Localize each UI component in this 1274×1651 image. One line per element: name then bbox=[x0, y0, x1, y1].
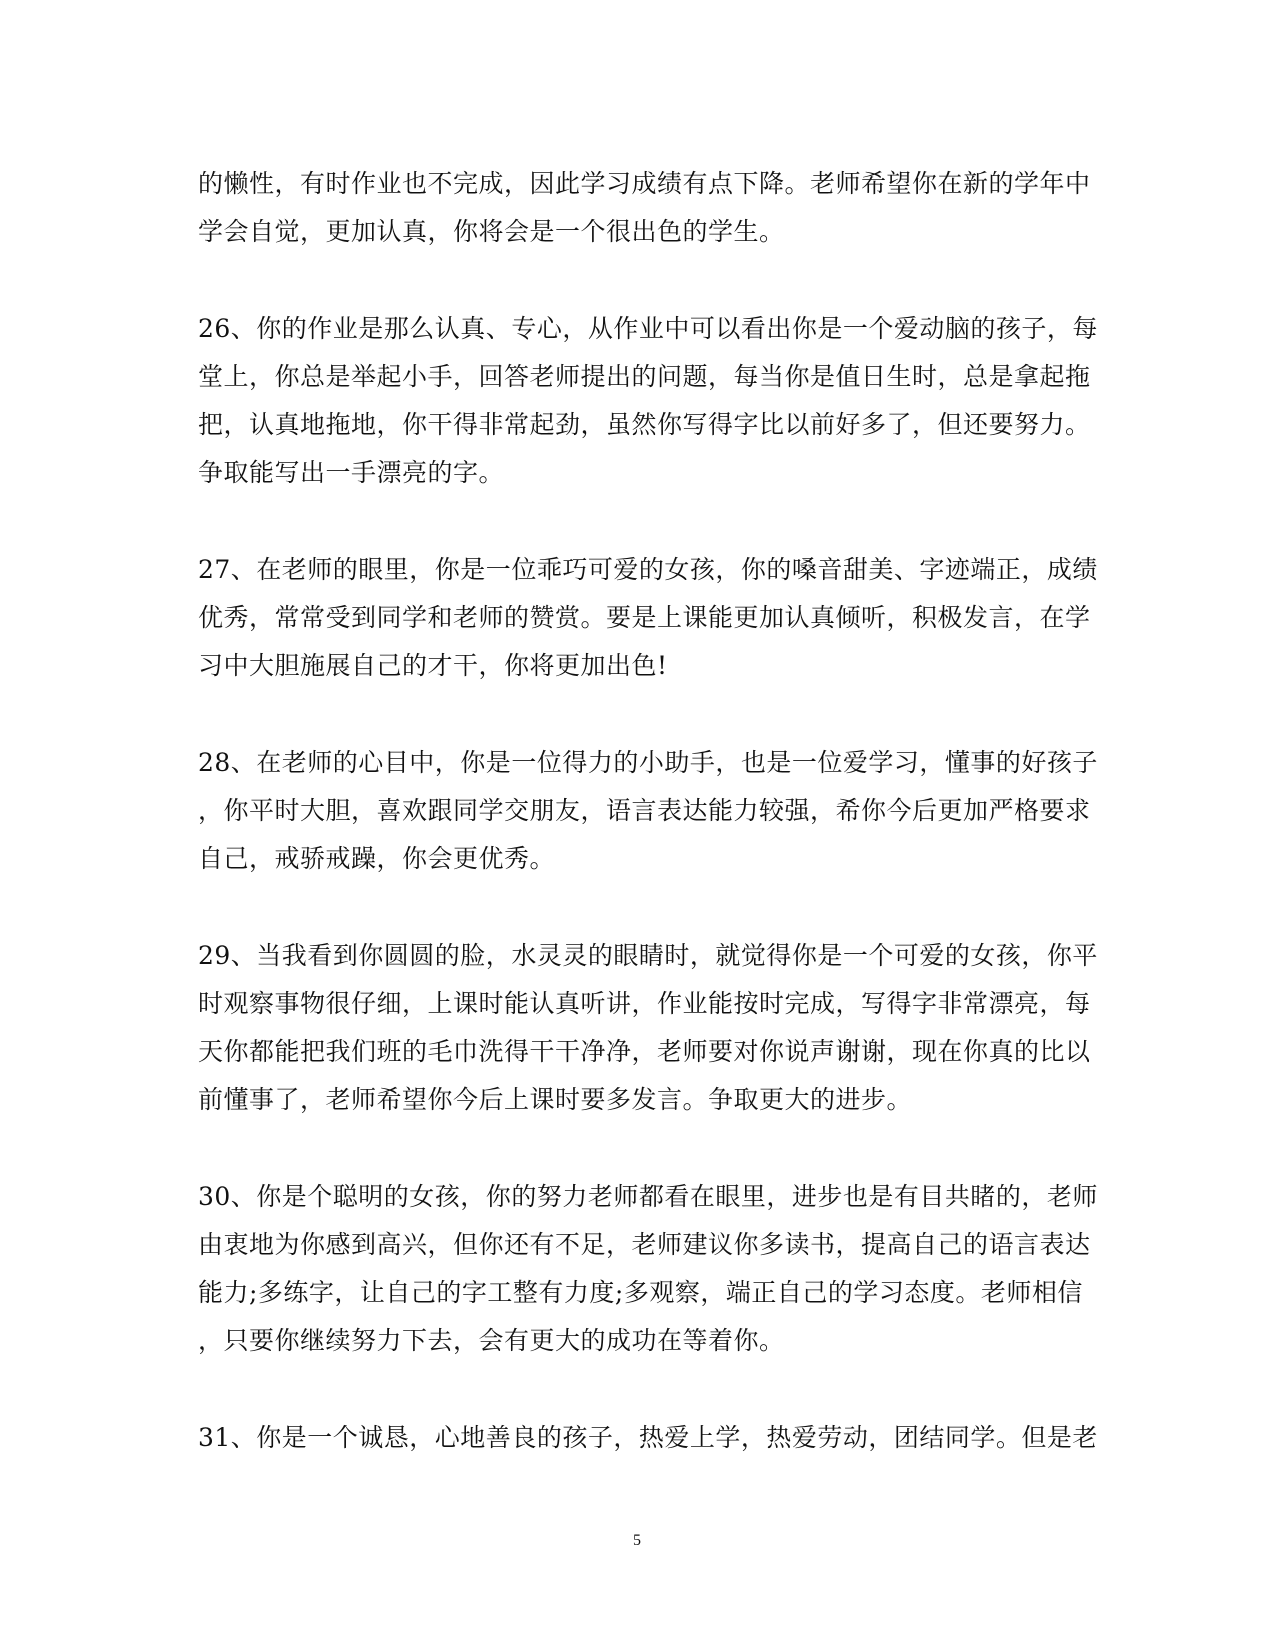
text-line: 31、你是一个诚恳，心地善良的孩子，热爱上学，热爱劳动，团结同学。但是老 bbox=[198, 1423, 1098, 1452]
text-line: 争取能写出一手漂亮的字。 bbox=[198, 458, 505, 487]
paragraph-28 bbox=[198, 739, 1098, 883]
paragraph-continuation bbox=[198, 160, 1091, 256]
document-body bbox=[198, 160, 1098, 1511]
text-line: 自己，戒骄戒躁，你会更优秀。 bbox=[198, 844, 556, 873]
paragraph-29 bbox=[198, 932, 1098, 1124]
text-line: 把，认真地拖地，你干得非常起劲，虽然你写得字比以前好多了，但还要努力。 bbox=[198, 410, 1091, 439]
text-line: 前懂事了，老师希望你今后上课时要多发言。争取更大的进步。 bbox=[198, 1085, 913, 1114]
paragraph-31 bbox=[198, 1414, 1098, 1462]
page-number: 5 bbox=[633, 1532, 641, 1549]
text-line: 优秀，常常受到同学和老师的赞赏。要是上课能更加认真倾听，积极发言，在学 bbox=[198, 603, 1091, 632]
text-line: 26、你的作业是那么认真、专心，从作业中可以看出你是一个爱动脑的孩子，每 bbox=[198, 314, 1098, 343]
text-line: 能力;多练字，让自己的字工整有力度;多观察，端正自己的学习态度。老师相信 bbox=[198, 1278, 1083, 1307]
text-line: ，你平时大胆，喜欢跟同学交朋友，语言表达能力较强，希你今后更加严格要求 bbox=[198, 796, 1091, 825]
text-line: 时观察事物很仔细，上课时能认真听讲，作业能按时完成，写得字非常漂亮，每 bbox=[198, 989, 1091, 1018]
text-line: 学会自觉，更加认真，你将会是一个很出色的学生。 bbox=[198, 217, 785, 246]
text-line: 27、在老师的眼里，你是一位乖巧可爱的女孩，你的嗓音甜美、字迹端正，成绩 bbox=[198, 555, 1098, 584]
text-line: ，只要你继续努力下去，会有更大的成功在等着你。 bbox=[198, 1326, 785, 1355]
paragraph-27 bbox=[198, 546, 1098, 690]
paragraph-30 bbox=[198, 1173, 1098, 1365]
text-line: 习中大胆施展自己的才干，你将更加出色! bbox=[198, 651, 668, 680]
text-line: 29、当我看到你圆圆的脸，水灵灵的眼睛时，就觉得你是一个可爱的女孩，你平 bbox=[198, 941, 1098, 970]
paragraph-26 bbox=[198, 305, 1098, 497]
text-line: 30、你是个聪明的女孩，你的努力老师都看在眼里，进步也是有目共睹的，老师 bbox=[198, 1182, 1098, 1211]
text-line: 的懒性，有时作业也不完成，因此学习成绩有点下降。老师希望你在新的学年中 bbox=[198, 169, 1091, 198]
text-line: 由衷地为你感到高兴，但你还有不足，老师建议你多读书，提高自己的语言表达 bbox=[198, 1230, 1091, 1259]
text-line: 堂上，你总是举起小手，回答老师提出的问题，每当你是值日生时，总是拿起拖 bbox=[198, 362, 1091, 391]
text-line: 天你都能把我们班的毛巾洗得干干净净，老师要对你说声谢谢，现在你真的比以 bbox=[198, 1037, 1091, 1066]
text-line: 28、在老师的心目中，你是一位得力的小助手，也是一位爱学习，懂事的好孩子 bbox=[198, 748, 1098, 777]
